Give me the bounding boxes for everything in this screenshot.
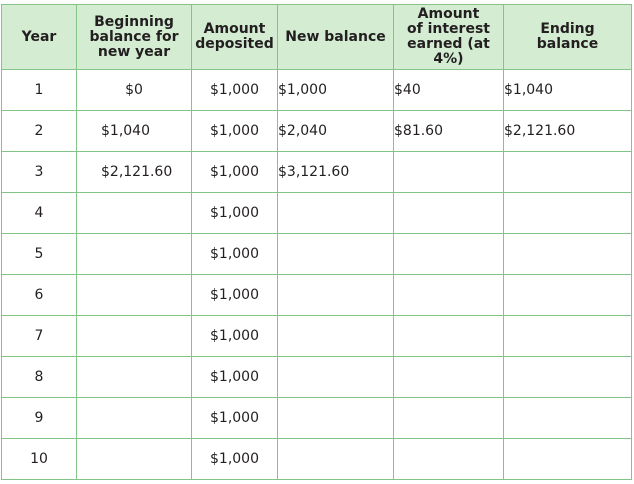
beginning-balance-cell <box>77 275 192 316</box>
amount-deposited-cell: $1,000 <box>192 357 278 398</box>
amount-deposited-cell: $1,000 <box>192 70 278 111</box>
interest-earned-cell <box>394 398 504 439</box>
new-balance-cell <box>278 439 394 480</box>
new-balance-cell: $2,040 <box>278 111 394 152</box>
year-cell: 9 <box>2 398 77 439</box>
interest-earned-cell <box>394 316 504 357</box>
ending-balance-cell <box>504 275 632 316</box>
ending-balance-cell <box>504 152 632 193</box>
table-row <box>2 439 632 480</box>
table-row <box>2 357 632 398</box>
table-body <box>2 70 632 480</box>
new-balance-cell <box>278 193 394 234</box>
amount-deposited-cell: $1,000 <box>192 439 278 480</box>
ending-balance-cell <box>504 234 632 275</box>
column-header-amount-deposited: Amount deposited <box>192 5 278 70</box>
interest-earned-cell <box>394 357 504 398</box>
table-row <box>2 316 632 357</box>
interest-earned-cell <box>394 234 504 275</box>
interest-earned-cell <box>394 439 504 480</box>
table-row <box>2 275 632 316</box>
column-header-beginning-balance: Beginning balance for new year <box>77 5 192 70</box>
table-row <box>2 193 632 234</box>
table-row <box>2 152 632 193</box>
year-cell: 6 <box>2 275 77 316</box>
new-balance-cell <box>278 316 394 357</box>
table-row <box>2 70 632 111</box>
year-cell: 1 <box>2 70 77 111</box>
new-balance-cell <box>278 234 394 275</box>
interest-earned-cell: $81.60 <box>394 111 504 152</box>
year-cell: 5 <box>2 234 77 275</box>
header-row <box>2 5 632 70</box>
beginning-balance-cell <box>77 439 192 480</box>
new-balance-cell: $3,121.60 <box>278 152 394 193</box>
ending-balance-cell <box>504 439 632 480</box>
savings-balance-table <box>1 4 632 480</box>
ending-balance-cell <box>504 357 632 398</box>
interest-earned-cell <box>394 193 504 234</box>
table-row <box>2 111 632 152</box>
column-header-year: Year <box>2 5 77 70</box>
amount-deposited-cell: $1,000 <box>192 193 278 234</box>
beginning-balance-cell <box>77 193 192 234</box>
year-cell: 7 <box>2 316 77 357</box>
interest-earned-cell: $40 <box>394 70 504 111</box>
interest-earned-cell <box>394 275 504 316</box>
ending-balance-cell <box>504 398 632 439</box>
ending-balance-cell: $2,121.60 <box>504 111 632 152</box>
amount-deposited-cell: $1,000 <box>192 275 278 316</box>
new-balance-cell <box>278 398 394 439</box>
table-row <box>2 398 632 439</box>
amount-deposited-cell: $1,000 <box>192 111 278 152</box>
new-balance-cell <box>278 275 394 316</box>
amount-deposited-cell: $1,000 <box>192 316 278 357</box>
year-cell: 2 <box>2 111 77 152</box>
ending-balance-cell <box>504 193 632 234</box>
ending-balance-cell <box>504 316 632 357</box>
amount-deposited-cell: $1,000 <box>192 234 278 275</box>
beginning-balance-cell <box>77 234 192 275</box>
beginning-balance-cell: $2,121.60 <box>77 152 192 193</box>
table-row <box>2 234 632 275</box>
table-header <box>2 5 632 70</box>
column-header-interest-earned: Amount of interest earned (at 4%) <box>394 5 504 70</box>
beginning-balance-cell <box>77 316 192 357</box>
year-cell: 3 <box>2 152 77 193</box>
amount-deposited-cell: $1,000 <box>192 152 278 193</box>
year-cell: 10 <box>2 439 77 480</box>
beginning-balance-cell: $1,040 <box>77 111 192 152</box>
ending-balance-cell: $1,040 <box>504 70 632 111</box>
column-header-ending-balance: Ending balance <box>504 5 632 70</box>
year-cell: 8 <box>2 357 77 398</box>
year-cell: 4 <box>2 193 77 234</box>
beginning-balance-cell: $0 <box>77 70 192 111</box>
new-balance-cell <box>278 357 394 398</box>
beginning-balance-cell <box>77 357 192 398</box>
column-header-new-balance: New balance <box>278 5 394 70</box>
interest-earned-cell <box>394 152 504 193</box>
new-balance-cell: $1,000 <box>278 70 394 111</box>
amount-deposited-cell: $1,000 <box>192 398 278 439</box>
beginning-balance-cell <box>77 398 192 439</box>
